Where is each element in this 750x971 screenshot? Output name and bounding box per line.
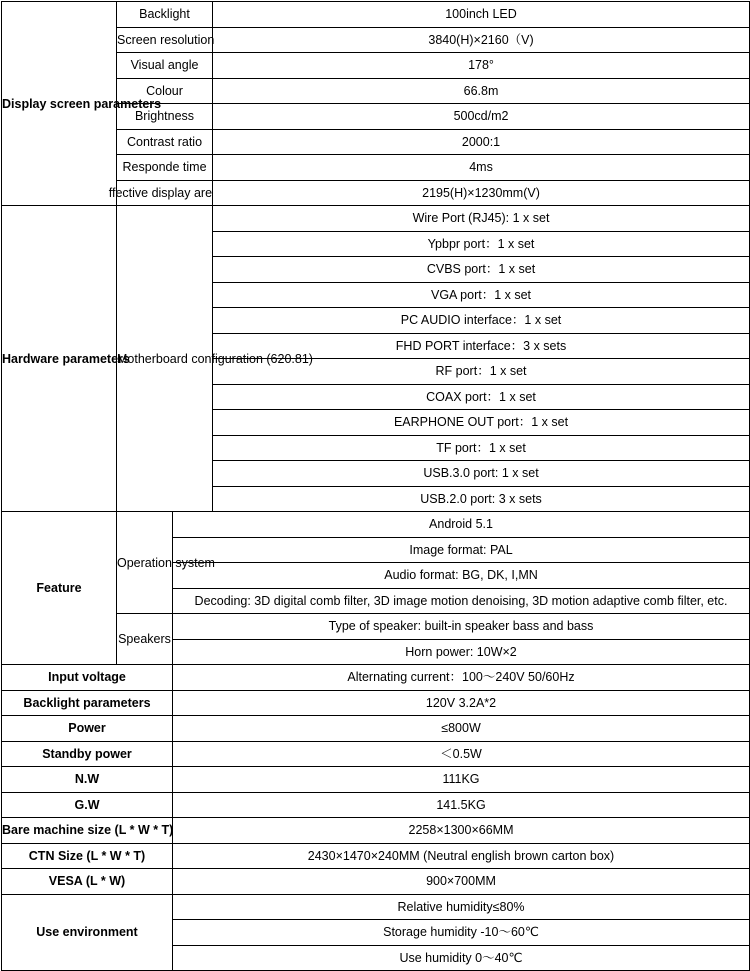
- category-hardware: Hardware parameters: [2, 206, 117, 512]
- row-label-vesa: VESA (L * W): [2, 869, 173, 895]
- row-value: 3840(H)×2160（V): [213, 27, 750, 53]
- port-item: CVBS port：1 x set: [213, 257, 750, 283]
- feature-item: Audio format: BG, DK, I,MN: [173, 563, 750, 589]
- port-item: USB.3.0 port: 1 x set: [213, 461, 750, 487]
- row-label-bare-machine-size: Bare machine size (L * W * T): [2, 818, 173, 844]
- row-label: ffective display are: [117, 180, 213, 206]
- feature-item: Android 5.1: [173, 512, 750, 538]
- environment-item: Storage humidity -10～60℃: [173, 920, 750, 946]
- table-row: [2, 716, 750, 742]
- row-label-input-voltage: Input voltage: [2, 665, 173, 691]
- row-label-backlight-parameters: Backlight parameters: [2, 690, 173, 716]
- feature-item: Decoding: 3D digital comb filter, 3D image motion denoising, 3D motion adaptive comb filter, etc.: [173, 588, 750, 614]
- spec-table: [1, 1, 750, 971]
- row-value: 2195(H)×1230mm(V): [213, 180, 750, 206]
- port-item: VGA port：1 x set: [213, 282, 750, 308]
- environment-item: Use humidity 0～40℃: [173, 945, 750, 971]
- environment-item: Relative humidity≤80%: [173, 894, 750, 920]
- table-row: [2, 2, 750, 28]
- table-row: [2, 665, 750, 691]
- operation-system-label: Operation system: [117, 512, 173, 614]
- table-row: [2, 843, 750, 869]
- row-value: 178°: [213, 53, 750, 79]
- row-label: Colour: [117, 78, 213, 104]
- feature-item: Image format: PAL: [173, 537, 750, 563]
- category-display-screen: Display screen parameters: [2, 2, 117, 206]
- row-label: Contrast ratio: [117, 129, 213, 155]
- row-value: ＜0.5W: [173, 741, 750, 767]
- feature-item: Type of speaker: built-in speaker bass and bass: [173, 614, 750, 640]
- row-label: Brightness: [117, 104, 213, 130]
- speakers-label: Speakers: [117, 614, 173, 665]
- row-value: 900×700MM: [173, 869, 750, 895]
- table-row: [2, 741, 750, 767]
- port-item: Ypbpr port：1 x set: [213, 231, 750, 257]
- table-row: [2, 818, 750, 844]
- row-label-ctn-size: CTN Size (L * W * T): [2, 843, 173, 869]
- table-row: [2, 206, 750, 232]
- row-value: 4ms: [213, 155, 750, 181]
- row-value: ≤800W: [173, 716, 750, 742]
- row-value: 2000:1: [213, 129, 750, 155]
- row-value: 66.8m: [213, 78, 750, 104]
- port-item: USB.2.0 port: 3 x sets: [213, 486, 750, 512]
- row-value: 120V 3.2A*2: [173, 690, 750, 716]
- table-row: [2, 869, 750, 895]
- port-item: EARPHONE OUT port：1 x set: [213, 410, 750, 436]
- port-item: RF port：1 x set: [213, 359, 750, 385]
- category-use-environment: Use environment: [2, 894, 173, 971]
- row-value: Alternating current：100～240V 50/60Hz: [173, 665, 750, 691]
- row-value: 2430×1470×240MM (Neutral english brown carton box): [173, 843, 750, 869]
- row-label: Screen resolution: [117, 27, 213, 53]
- table-row: [2, 767, 750, 793]
- port-item: FHD PORT interface：3 x sets: [213, 333, 750, 359]
- table-row: [2, 690, 750, 716]
- row-value: 100inch LED: [213, 2, 750, 28]
- category-feature: Feature: [2, 512, 117, 665]
- row-label-gross-weight: G.W: [2, 792, 173, 818]
- row-label: Responde time: [117, 155, 213, 181]
- motherboard-configuration: Motherboard configuration (620.81): [117, 206, 213, 512]
- row-label-net-weight: N.W: [2, 767, 173, 793]
- port-item: TF port：1 x set: [213, 435, 750, 461]
- row-value: 141.5KG: [173, 792, 750, 818]
- row-value: 2258×1300×66MM: [173, 818, 750, 844]
- port-item: Wire Port (RJ45): 1 x set: [213, 206, 750, 232]
- port-item: COAX port：1 x set: [213, 384, 750, 410]
- row-value: 500cd/m2: [213, 104, 750, 130]
- feature-item: Horn power: 10W×2: [173, 639, 750, 665]
- table-row: [2, 894, 750, 920]
- table-row: [2, 792, 750, 818]
- row-value: 111KG: [173, 767, 750, 793]
- row-label-power: Power: [2, 716, 173, 742]
- row-label: Visual angle: [117, 53, 213, 79]
- row-label-standby-power: Standby power: [2, 741, 173, 767]
- port-item: PC AUDIO interface：1 x set: [213, 308, 750, 334]
- table-row: [2, 512, 750, 538]
- row-label: Backlight: [117, 2, 213, 28]
